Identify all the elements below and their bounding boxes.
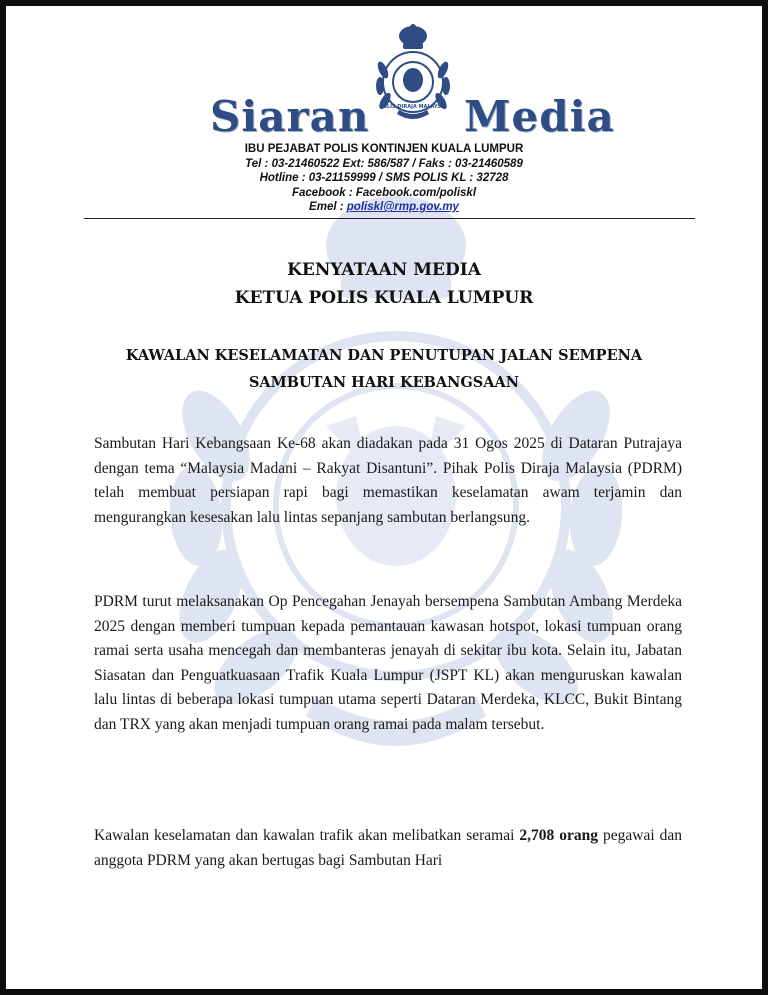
title-siaran: Siaran	[210, 92, 370, 141]
paragraph-1: Sambutan Hari Kebangsaan Ke-68 akan diadakan pada 31 Ogos 2025 di Dataran Putrajaya dengan tema “Malaysia Madani – Rakyat Disantuni”. Pihak Polis Diraja Malaysia (PDRM) telah membuat persiapan rapi bagi memastikan keselamatan awam terjamin dan mengurangkan kesesakan lalu lintas sepanjang sambutan berlangsung.	[94, 435, 682, 526]
subject-line-2: SAMBUTAN HARI KEBANGSAAN	[248, 374, 520, 391]
contact-block	[6, 142, 762, 215]
header-divider	[84, 218, 695, 219]
office-name: IBU PEJABAT POLIS KONTINJEN KUALA LUMPUR	[244, 143, 524, 155]
subject-line-1: KAWALAN KESELAMATAN DAN PENUTUPAN JALAN SEMPENA	[125, 347, 643, 364]
email-link[interactable]: poliskl@rmp.gov.my	[346, 201, 459, 213]
paragraph-3	[94, 824, 682, 873]
statement-line-1: KENYATAAN MEDIA	[287, 260, 481, 280]
tel-fax: Tel : 03-21460522 Ext: 586/587 / Faks : 03-21460589	[245, 157, 523, 170]
paragraph-3-start: Kawalan keselamatan dan kawalan trafik akan melibatkan seramai	[94, 827, 520, 844]
statement-heading	[6, 256, 762, 312]
hotline: Hotline : 03-21159999 / SMS POLIS KL : 32728	[259, 172, 509, 184]
email-line	[6, 200, 762, 215]
paragraph-2: PDRM turut melaksanakan Op Pencegahan Jenayah bersempena Sambutan Ambang Merdeka 2025 dengan memberi tumpuan kepada pemantauan kawasan hotspot, lokasi tumpuan orang ramai serta usaha mencegah dan membanteras jenayah di sekitar ibu kota. Selain itu, Jabatan Siasatan dan Penguatkuasaan Trafik Kuala Lumpur (JSPT KL) akan menguruskan kawalan lalu lintas di beberapa lokasi tumpuan utama seperti Dataran Merdeka, KLCC, Bukit Bintang dan TRX yang akan menjadi tumpuan orang ramai pada malam tersebut.	[94, 593, 682, 733]
officer-count: 2,708 orang	[519, 827, 599, 844]
police-crest-icon	[371, 20, 455, 130]
statement-line-2: KETUA POLIS KUALA LUMPUR	[234, 288, 534, 308]
email-label: Emel :	[309, 201, 347, 213]
crest-text: POLIS DIRAJA MALAYSIA	[379, 104, 447, 110]
paragraph-3-end: pegawai dan anggota PDRM yang akan bertugas bagi Sambutan Hari	[94, 827, 682, 869]
subject-heading	[6, 342, 762, 396]
title-media: Media	[464, 92, 615, 141]
facebook: Facebook : Facebook.com/poliskl	[291, 186, 477, 199]
press-release-page	[6, 6, 762, 989]
